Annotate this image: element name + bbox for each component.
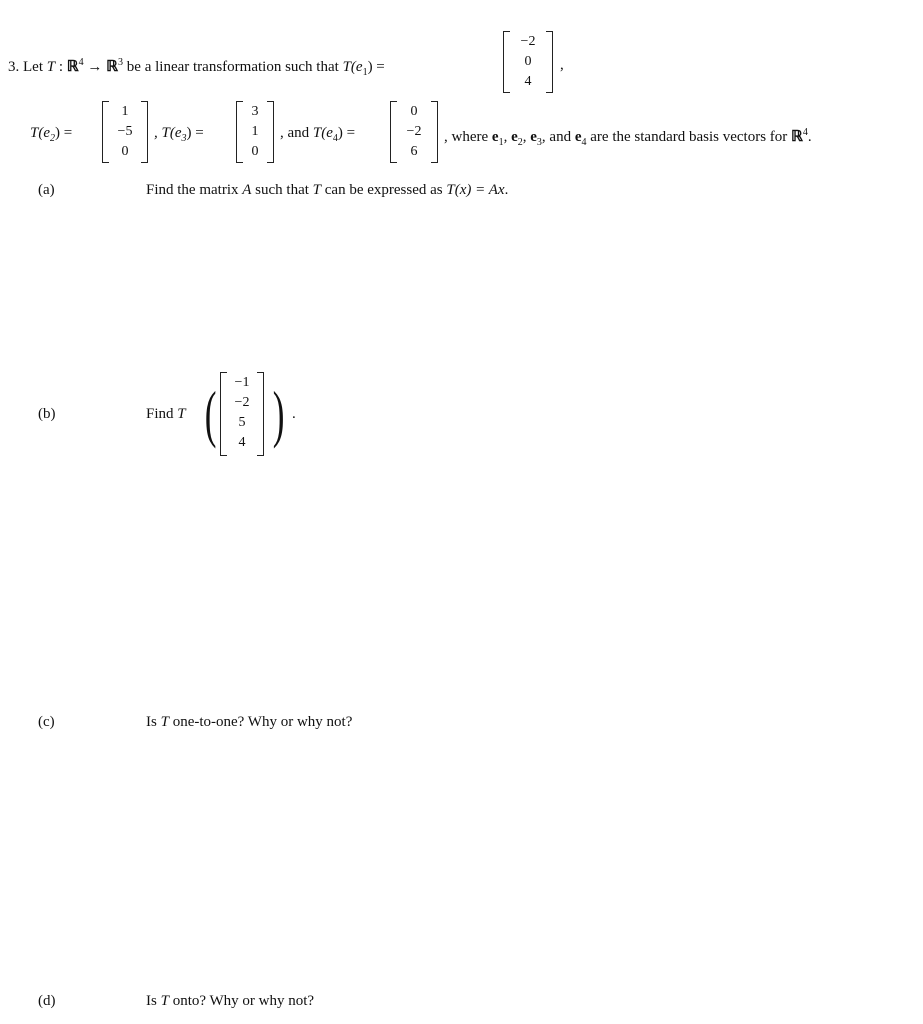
part-c-text-pre: Is — [146, 714, 157, 730]
te1-entry: −2 — [520, 34, 536, 49]
part-c-label: (c) — [38, 714, 55, 730]
basis-e1: e — [491, 129, 499, 145]
te4-lhs: T(e — [312, 125, 333, 141]
sep: , — [503, 129, 508, 145]
part-d-text-pre: Is — [146, 993, 157, 1009]
part-a-text-mid2: can be expressed as — [324, 182, 443, 198]
and-word: , and — [280, 125, 310, 141]
te4-close: ) = — [337, 125, 356, 141]
part-b-end: . — [292, 406, 296, 422]
te4-entry: 0 — [410, 104, 418, 119]
te3-close: ) = — [186, 125, 204, 141]
te1-entry: 0 — [524, 54, 532, 69]
te3-vector — [236, 101, 274, 163]
te1-lhs: T(e — [342, 59, 363, 75]
intro-tail: be a linear transformation such that — [126, 59, 339, 75]
transform-symbol: T — [160, 714, 169, 730]
part-c-question — [146, 713, 352, 731]
transform-symbol: T — [312, 182, 322, 198]
standard-text: are the standard basis vectors for — [590, 129, 788, 145]
part-a-end: . — [504, 182, 509, 198]
te1-entry: 4 — [524, 74, 532, 89]
te3-lhs: , T(e — [154, 125, 182, 141]
part-c-text-post: one-to-one? Why or why not? — [172, 714, 353, 730]
part-d-label: (d) — [38, 993, 56, 1009]
part-b-find — [146, 405, 186, 423]
part-b-vector — [220, 372, 264, 456]
part-d-question — [146, 992, 314, 1010]
te2-close: ) = — [55, 125, 73, 141]
te1-vector — [503, 31, 553, 93]
te3-label — [154, 124, 204, 148]
te4-entry: 6 — [410, 144, 418, 159]
part-a-label: (a) — [38, 182, 55, 198]
part-a-text-pre: Find the matrix — [146, 182, 239, 198]
te2-sub: 2 — [50, 133, 55, 144]
basis-e2: e — [511, 129, 518, 145]
te2-entry: −5 — [117, 124, 133, 139]
part-b-entry: −2 — [234, 395, 250, 410]
part-d-text-post: onto? Why or why not? — [172, 993, 315, 1009]
basis-e3: e — [530, 129, 537, 145]
where-word: , where — [444, 129, 489, 145]
basis-e4: e — [574, 129, 582, 145]
te2-lhs: T(e — [30, 125, 50, 141]
matrix-symbol: A — [242, 182, 252, 198]
rn-symbol: ℝ — [791, 129, 803, 145]
period: . — [807, 129, 812, 145]
part-a-equation: T(x) = Ax — [446, 182, 505, 198]
te1-sub: 1 — [362, 67, 368, 78]
part-a-question — [146, 181, 508, 199]
intro-word: Let — [23, 59, 43, 75]
te2-entry: 0 — [121, 144, 129, 159]
te4-vector — [390, 101, 438, 163]
problem-number: 3. — [8, 59, 20, 75]
part-b-entry: 5 — [238, 415, 246, 430]
part-b-entry: 4 — [238, 435, 246, 450]
and-word-2: , and — [541, 129, 572, 145]
transform-symbol: T — [46, 59, 56, 75]
codomain-exponent: 3 — [118, 57, 124, 68]
te4-entry: −2 — [406, 124, 422, 139]
te3-entry: 3 — [251, 104, 259, 119]
part-b-entry: −1 — [234, 375, 250, 390]
te3-sub: 3 — [181, 133, 187, 144]
left-paren: ( — [204, 378, 217, 449]
rn-exponent: 4 — [802, 127, 808, 138]
te2-label — [30, 124, 72, 148]
basis-e3-sub: 3 — [536, 137, 542, 148]
problem-intro-line — [8, 54, 385, 82]
part-b-label: (b) — [38, 406, 56, 422]
colon: : — [58, 59, 64, 75]
part-b-text-pre: Find — [146, 406, 174, 422]
domain-symbol: ℝ — [66, 59, 79, 75]
te4-sub: 4 — [332, 133, 338, 144]
comma-after-te1: , — [560, 57, 564, 73]
basis-e2-sub: 2 — [517, 137, 523, 148]
arrow: → — [87, 59, 103, 75]
te2-vector — [102, 101, 148, 163]
basis-sentence — [444, 124, 812, 152]
domain-exponent: 4 — [78, 57, 84, 68]
te2-entry: 1 — [121, 104, 129, 119]
basis-e1-sub: 1 — [498, 137, 504, 148]
part-a-text-mid: such that — [255, 182, 309, 198]
transform-symbol: T — [160, 993, 169, 1009]
te1-close: ) = — [367, 59, 385, 75]
transform-symbol: T — [177, 406, 186, 422]
te3-entry: 1 — [251, 124, 259, 139]
sep: , — [522, 129, 527, 145]
right-paren: ) — [272, 378, 285, 449]
te4-label — [280, 124, 355, 148]
codomain-symbol: ℝ — [106, 59, 119, 75]
basis-e4-sub: 4 — [581, 137, 587, 148]
te3-entry: 0 — [251, 144, 259, 159]
